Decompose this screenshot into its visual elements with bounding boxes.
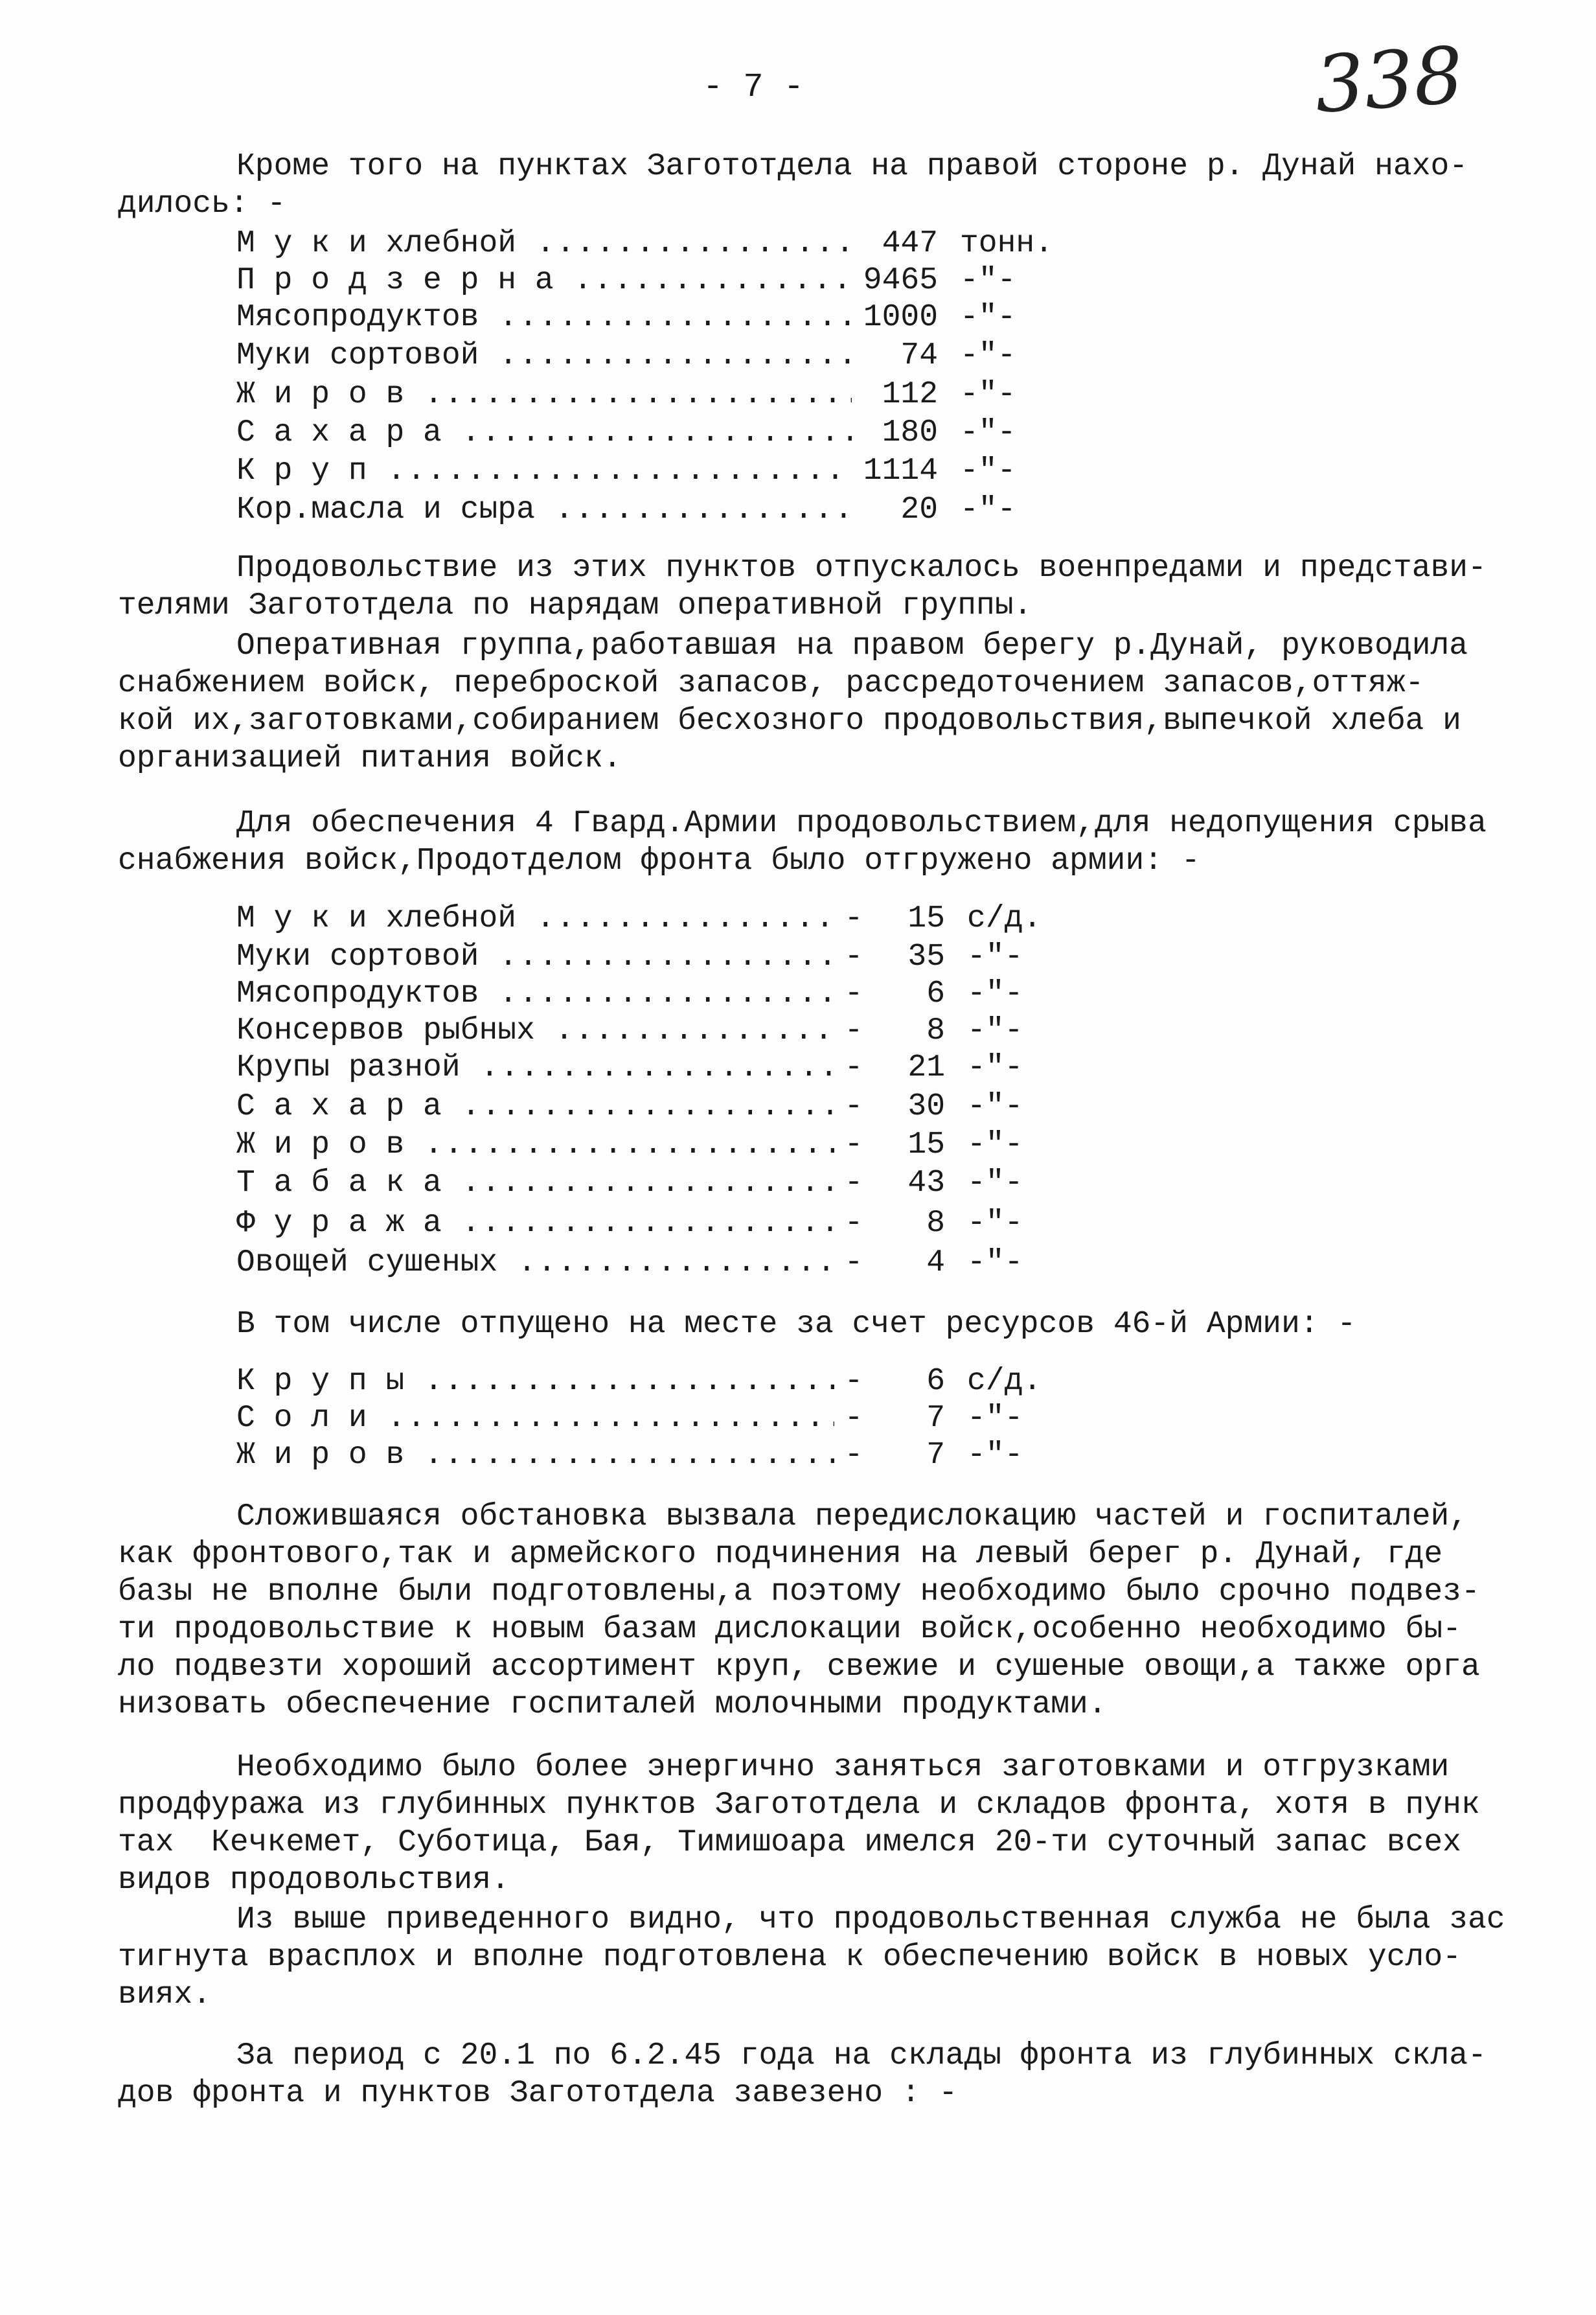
item-quantity: 6 [926, 976, 945, 1011]
item-label: С о л и ..... [236, 1400, 834, 1436]
item-quantity: 4 [926, 1245, 945, 1280]
list-row [236, 1437, 1023, 1473]
item-label: Ж и р о в ..... [236, 1127, 834, 1163]
item-unit: с/д. [967, 1364, 1042, 1399]
text-line: видов продовольствия. [118, 1863, 510, 1898]
dash-separator: - [844, 976, 863, 1011]
text-line: тигнута врасплох и вполне подготовлена к обеспечению войск в новых усло- [118, 1940, 1461, 1975]
text-line: За период с 20.1 по 6.2.45 года на склады фронта из глубинных скла- [236, 2038, 1487, 2073]
dash-separator: - [844, 1364, 863, 1399]
dash-separator: - [844, 1013, 863, 1048]
item-unit: -"- [967, 1013, 1023, 1048]
item-quantity: 1000 [863, 300, 938, 335]
dash-separator: - [844, 1245, 863, 1280]
dash-separator: - [844, 1050, 863, 1085]
item-label: П р о д з е р н а ..... [236, 262, 852, 299]
text-line: телями Загототдела по нарядам оперативной группы. [118, 588, 1032, 623]
text-line: продфуража из глубинных пунктов Загототдела и складов фронта, хотя в пунк [118, 1788, 1480, 1823]
item-unit: с/д. [967, 901, 1042, 936]
text-line: Кроме того на пунктах Загототдела на правой стороне р. Дунай нахо- [236, 149, 1468, 184]
item-unit: тонн. [960, 226, 1054, 261]
item-quantity: 8 [926, 1206, 945, 1241]
paragraph-intro [118, 148, 1468, 223]
text-line: снабжения войск,Продотделом фронта было отгружено армии: - [118, 844, 1200, 879]
list-row [236, 1127, 1023, 1163]
item-unit: -"- [967, 1089, 1023, 1124]
dash-separator: - [844, 1401, 863, 1436]
text-line: виях. [118, 1977, 212, 2012]
item-quantity: 9465 [863, 263, 938, 298]
text-line: Оперативная группа,работавшая на правом берегу р.Дунай, руководила [236, 628, 1468, 663]
item-label: Кор.масла и сыра ..... [236, 492, 852, 528]
paragraph-conclusion [118, 1901, 1505, 2014]
list-row [236, 1400, 1023, 1436]
text-line: низовать обеспечение госпиталей молочными продуктами. [118, 1687, 1107, 1722]
item-label: Т а б а к а ..... [236, 1165, 834, 1201]
list-row [236, 1363, 1042, 1399]
item-unit: -"- [967, 1127, 1023, 1162]
text-line: Сложившаяся обстановка вызвала передислокацию частей и госпиталей, [236, 1499, 1468, 1534]
list-row [236, 901, 1042, 937]
item-quantity: 15 [907, 1127, 945, 1162]
text-line: Из выше приведенного видно, что продовольственная служба не была зас [236, 1902, 1505, 1937]
item-unit: -"- [960, 300, 1016, 335]
item-unit: -"- [967, 1050, 1023, 1085]
item-quantity: 447 [882, 226, 938, 261]
list-row [236, 1088, 1023, 1125]
handwritten-archive-number: 338 [1312, 30, 1466, 131]
list-row [236, 376, 1016, 413]
item-unit: -"- [960, 492, 1016, 527]
item-unit: -"- [967, 976, 1023, 1011]
item-label: Консервов рыбных ..... [236, 1013, 834, 1049]
item-label: Крупы разной ..... [236, 1050, 834, 1086]
item-label: К р у п ы ..... [236, 1363, 834, 1399]
text-line: дов фронта и пунктов Загототдела завезено : - [118, 2076, 958, 2111]
item-unit: -"- [967, 1438, 1023, 1473]
item-unit: -"- [960, 338, 1016, 373]
item-label: Муки сортовой ..... [236, 939, 834, 975]
list-row [236, 453, 1016, 489]
item-quantity: 7 [926, 1438, 945, 1473]
item-label: Ж и р о в ..... [236, 376, 852, 413]
item-label: К р у п ..... [236, 453, 852, 489]
item-quantity: 15 [907, 901, 945, 936]
item-quantity: 43 [907, 1166, 945, 1201]
list-row [236, 1205, 1023, 1241]
paragraph-redeployment [118, 1498, 1480, 1723]
item-unit: -"- [960, 454, 1016, 489]
item-quantity: 30 [907, 1089, 945, 1124]
text-line: базы не вполне были подготовлены,а поэтому необходимо было срочно подвез- [118, 1574, 1480, 1609]
list-row [236, 415, 1016, 451]
list-row [236, 1165, 1023, 1201]
list-row [236, 338, 1016, 374]
item-quantity: 20 [900, 492, 938, 527]
text-line: снабжением войск, переброской запасов, рассредоточением запасов,оттяж- [118, 666, 1424, 701]
item-label: М у к и хлебной ..... [236, 225, 852, 262]
text-line: Продовольствие из этих пунктов отпускалось военпредами и представи- [236, 551, 1487, 586]
item-unit: -"- [960, 415, 1016, 450]
dash-separator: - [844, 1089, 863, 1124]
item-quantity: 180 [882, 415, 938, 450]
paragraph-supply-4th-guards [118, 805, 1487, 880]
text-line: организацией питания войск. [118, 741, 622, 776]
item-unit: -"- [967, 1401, 1023, 1436]
list-row [236, 1013, 1023, 1049]
list-row [236, 939, 1023, 975]
list-row [236, 1050, 1023, 1086]
page-number: - 7 - [703, 68, 804, 106]
list-row [236, 976, 1023, 1012]
item-quantity: 74 [900, 338, 938, 373]
item-label: Мясопродуктов ..... [236, 299, 852, 336]
item-label: Муки сортовой ..... [236, 338, 852, 374]
item-label: Ж и р о в ..... [236, 1437, 834, 1473]
text-line: Для обеспечения 4 Гвард.Армии продовольствием,для недопущения срыва [236, 806, 1487, 841]
text-line: ло подвезти хороший ассортимент круп, свежие и сушеные овощи,а также орга [118, 1650, 1480, 1685]
text-line: ти продовольствие к новым базам дислокации войск,особенно необходимо бы- [118, 1612, 1461, 1647]
list-row [236, 299, 1016, 336]
list-row [236, 262, 1016, 299]
paragraph-operational-group [118, 627, 1468, 777]
item-quantity: 1114 [863, 454, 938, 489]
text-line: В том числе отпущено на месте за счет ресурсов 46-й Армии: - [236, 1307, 1356, 1342]
item-quantity: 7 [926, 1401, 945, 1436]
text-line: Необходимо было более энергично заняться заготовками и отгрузками [236, 1750, 1450, 1785]
text-line: тах Кечкемет, Суботица, Бая, Тимишоара имелся 20-ти суточный запас всех [118, 1825, 1461, 1860]
text-line: кой их,заготовками,собиранием бесхозного продовольствия,выпечкой хлеба и [118, 704, 1461, 739]
item-label: Ф у р а ж а ..... [236, 1205, 834, 1241]
item-label: М у к и хлебной ..... [236, 901, 834, 937]
list-row [236, 492, 1016, 528]
dash-separator: - [844, 901, 863, 936]
item-label: Мясопродуктов ..... [236, 976, 834, 1012]
item-unit: -"- [967, 1206, 1023, 1241]
item-quantity: 35 [907, 939, 945, 974]
item-unit: -"- [967, 1245, 1023, 1280]
dash-separator: - [844, 1127, 863, 1162]
paragraph-procurement [118, 1749, 1480, 1899]
text-line: дилось: - [118, 187, 286, 222]
item-label: Овощей сушеных ..... [236, 1245, 834, 1281]
paragraph-local-resources [118, 1306, 1356, 1343]
item-unit: -"- [967, 1166, 1023, 1201]
item-quantity: 21 [907, 1050, 945, 1085]
item-quantity: 112 [882, 377, 938, 412]
dash-separator: - [844, 939, 863, 974]
item-quantity: 8 [926, 1013, 945, 1048]
text-line: как фронтового,так и армейского подчинения на левый берег р. Дунай, где [118, 1537, 1443, 1572]
item-unit: -"- [967, 939, 1023, 974]
list-row [236, 1245, 1023, 1281]
item-unit: -"- [960, 263, 1016, 298]
item-label: С а х а р а ..... [236, 415, 852, 451]
item-quantity: 6 [926, 1364, 945, 1399]
dash-separator: - [844, 1166, 863, 1201]
item-unit: -"- [960, 377, 1016, 412]
paragraph-distribution [118, 549, 1487, 625]
list-row [236, 225, 1053, 262]
paragraph-period-deliveries [118, 2037, 1487, 2112]
dash-separator: - [844, 1206, 863, 1241]
item-label: С а х а р а ..... [236, 1088, 834, 1125]
dash-separator: - [844, 1438, 863, 1473]
